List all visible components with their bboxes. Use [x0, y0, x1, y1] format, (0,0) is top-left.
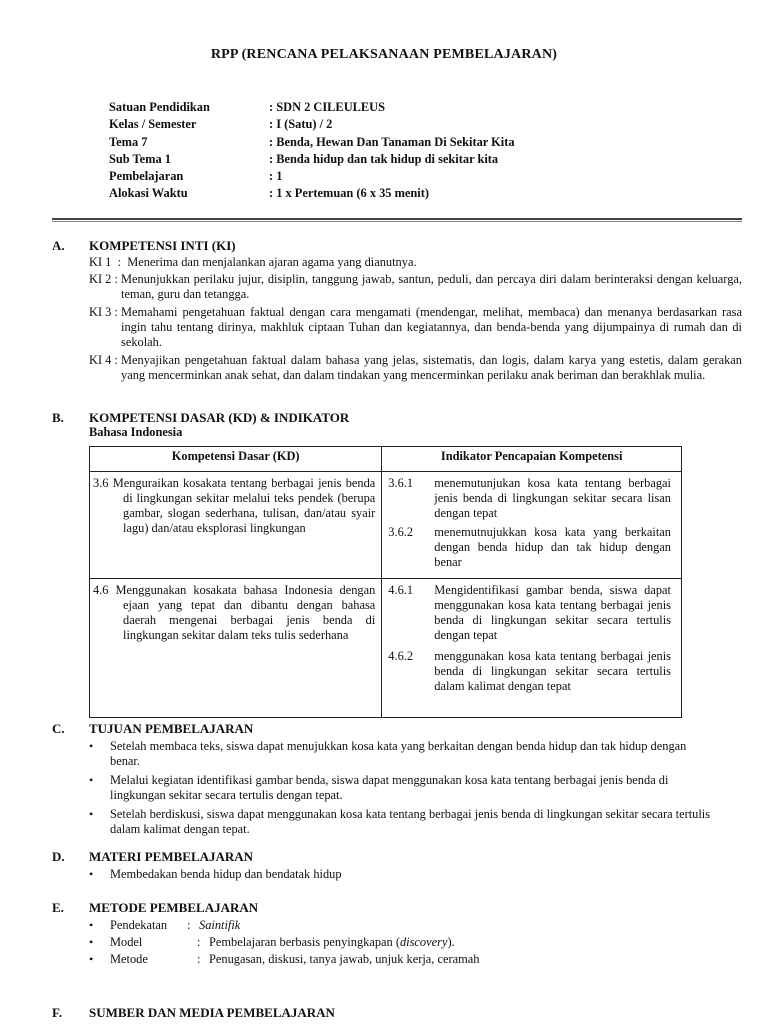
- document-title: RPP (RENCANA PELAKSANAAN PEMBELAJARAN): [210, 47, 558, 62]
- identity-value: : 1 x Pertemuan (6 x 35 menit): [269, 186, 430, 201]
- section-tujuan: [52, 721, 742, 838]
- kd-text: 3.6 Menguraikan kosakata tentang berbagai jenis benda di lingkungan sekitar melalui teks pendek (berupa gambar, slogan sederhana, tulisan, dan/atau syair lagu) dan/atau eksplorasi lingkungan: [93, 476, 376, 535]
- identity-value: : SDN 2 CILEULEUS: [269, 100, 386, 114]
- identity-value: : 1: [269, 169, 283, 184]
- list-item: • Membedakan benda hidup dan bendatak hidup: [89, 867, 742, 882]
- subject-label: Bahasa Indonesia: [89, 425, 183, 439]
- section-heading: [52, 238, 742, 253]
- identity-label: Alokasi Waktu: [109, 186, 188, 201]
- indicator-text: Mengidentifikasi gambar benda, siswa dapat menggunakan kosa kata tentang berbagai jenis benda di lingkungan sekitar secara tertulis dengan tepat: [434, 583, 671, 642]
- kd-text: 4.6 Menggunakan kosakata bahasa Indonesia dengan ejaan yang tepat dan dibantu dengan bahasa daerah mengenai berbagai jenis benda di lingkungan sekitar dalam teks tulis sederhana: [93, 583, 376, 642]
- indicator-code: 4.6.1: [388, 583, 414, 597]
- section-letter: D.: [52, 849, 65, 864]
- ki-text: Menunjukkan perilaku jujur, disiplin, tanggung jawab, santun, peduli, dan percaya diri dalam berinteraksi dengan keluarga, teman, guru dan tetangga.: [121, 272, 742, 301]
- indicator-cell: [382, 472, 682, 579]
- section-title: KOMPETENSI DASAR (KD) & INDIKATOR: [89, 410, 350, 425]
- materi-list: [52, 867, 742, 882]
- method-row-metode: [110, 952, 742, 967]
- kd-cell: [90, 472, 382, 579]
- identity-table: [109, 99, 515, 203]
- identity-label: Satuan Pendidikan: [109, 100, 210, 114]
- ki-text: Menerima dan menjalankan ajaran agama yang dianutnya.: [127, 255, 417, 269]
- list-item: • Setelah berdiskusi, siswa dapat menggunakan kosa kata tentang berbagai jenis benda di lingkungan sekitar secara tertulis dalam kalimat dengan tepat.: [89, 807, 712, 837]
- method-value: [209, 935, 455, 950]
- ki-number: KI 1 :: [89, 255, 128, 269]
- method-value: Penugasan, diskusi, tanya jawab, unjuk kerja, ceramah: [209, 952, 480, 966]
- identity-row: [109, 185, 515, 202]
- ki-number: KI 3 :: [89, 305, 122, 319]
- identity-row: [109, 134, 515, 151]
- table-row: [90, 472, 682, 579]
- section-title: TUJUAN PEMBELAJARAN: [89, 721, 254, 736]
- column-header-kd: Kompetensi Dasar (KD): [90, 447, 382, 472]
- indicator-cell: [382, 579, 682, 718]
- section-heading: [52, 1005, 742, 1020]
- identity-row: [109, 116, 515, 133]
- identity-value: : Benda hidup dan tak hidup di sekitar kita: [269, 151, 499, 166]
- method-row-model: [110, 935, 742, 950]
- identity-label: Tema 7: [109, 134, 148, 149]
- section-title: METODE PEMBELAJARAN: [89, 900, 259, 915]
- identity-value: : I (Satu) / 2: [269, 117, 333, 132]
- indicator-item: [388, 583, 671, 643]
- ki-item: [89, 305, 742, 350]
- method-row-pendekatan: [110, 918, 742, 933]
- kd-cell: [90, 579, 382, 718]
- indicator-text: menggunakan kosa kata tentang berbagai jenis benda di lingkungan sekitar secara tertulis dalam kalimat dengan tepat: [434, 649, 671, 693]
- indicator-item: [388, 649, 671, 694]
- method-value-tail: ).: [447, 935, 455, 949]
- list-item: [89, 952, 742, 967]
- section-kompetensi-inti: [52, 238, 742, 383]
- goal-list: [52, 739, 742, 837]
- method-colon: :: [197, 935, 201, 949]
- ki-text: Menyajikan pengetahuan faktual dalam bahasa yang jelas, sistematis, dan logis, dalam karya yang estetis, dalam gerakan yang mencerminkan anak sehat, dan dalam tindakan yang mencerminkan perilaku anak beriman dan berakhlak mulia.: [121, 353, 742, 382]
- ki-item: [89, 353, 742, 383]
- section-title: KOMPETENSI INTI (KI): [89, 238, 236, 253]
- list-item: [89, 935, 742, 950]
- identity-label: Kelas / Semester: [109, 117, 197, 132]
- indicator-text: menemutnujukkan kosa kata yang berkaitan dengan benda hidup dan tak hidup dengan benar: [434, 525, 671, 569]
- indicator-code: 3.6.1: [388, 476, 414, 490]
- method-value-emphasis: discovery: [399, 935, 448, 949]
- section-letter: A.: [52, 238, 65, 253]
- column-header-indicator: Indikator Pencapaian Kompetensi: [382, 447, 682, 472]
- section-heading: [52, 900, 742, 915]
- header-divider: [52, 218, 742, 222]
- identity-label: Pembelajaran: [109, 169, 184, 184]
- identity-row: [109, 151, 515, 168]
- identity-value: : Benda, Hewan Dan Tanaman Di Sekitar Kita: [269, 134, 515, 149]
- ki-number: KI 4 :: [89, 353, 122, 367]
- section-sumber-media: [52, 1005, 742, 1020]
- ki-text: Memahami pengetahuan faktual dengan cara mengamati (mendengar, melihat, membaca) dan menanya berdasarkan rasa ingin tahu tentang dirinya, makhluk ciptaan Tuhan dan kegiatannya, dan benda-benda yang dijumpainya di rumah dan di sekolah.: [121, 305, 742, 349]
- section-title: MATERI PEMBELAJARAN: [89, 849, 254, 864]
- method-key: • Metode: [110, 952, 148, 966]
- indicator-code: 4.6.2: [388, 649, 414, 663]
- metode-list: [52, 918, 742, 967]
- table-row: [90, 579, 682, 718]
- ki-item: [89, 272, 742, 302]
- section-title: SUMBER DAN MEDIA PEMBELAJARAN: [89, 1005, 335, 1020]
- section-kompetensi-dasar: [52, 410, 742, 440]
- method-colon: :: [187, 918, 191, 932]
- ki-item: [89, 255, 742, 270]
- list-item: [89, 918, 742, 933]
- section-letter: E.: [52, 900, 64, 915]
- section-heading: [52, 721, 742, 736]
- method-value-text: Pembelajaran berbasis penyingkapan (: [209, 935, 400, 949]
- list-item: • Setelah membaca teks, siswa dapat menujukkan kosa kata yang berkaitan dengan benda hidup dan tak hidup dengan benar.: [89, 739, 712, 769]
- indicator-code: 3.6.2: [388, 525, 414, 539]
- method-key: • Model: [110, 935, 143, 949]
- method-value: Saintifik: [199, 918, 241, 932]
- section-letter: C.: [52, 721, 65, 736]
- kd-indicator-table: [89, 446, 682, 718]
- section-heading: [52, 849, 742, 864]
- identity-row: [109, 168, 515, 185]
- ki-number: KI 2 :: [89, 272, 122, 286]
- indicator-item: [388, 525, 671, 570]
- method-colon: :: [197, 952, 201, 966]
- table-header-row: [90, 447, 682, 472]
- method-key: • Pendekatan: [110, 918, 168, 932]
- indicator-text: menemutunjukan kosa kata tentang berbagai jenis benda di lingkungan sekitar secara lisan dengan tepat: [434, 476, 671, 520]
- identity-label: Sub Tema 1: [109, 151, 171, 166]
- indicator-item: [388, 476, 671, 521]
- section-letter: B.: [52, 410, 64, 425]
- identity-row: [109, 99, 515, 116]
- ki-list: [52, 255, 742, 383]
- section-heading: [52, 410, 742, 425]
- section-metode: [52, 900, 742, 968]
- list-item: • Melalui kegiatan identifikasi gambar benda, siswa dapat menggunakan kosa kata tentang berbagai jenis benda di lingkungan sekitar secara tertulis dengan tepat.: [89, 773, 712, 803]
- section-letter: F.: [52, 1005, 62, 1020]
- section-materi: [52, 849, 742, 883]
